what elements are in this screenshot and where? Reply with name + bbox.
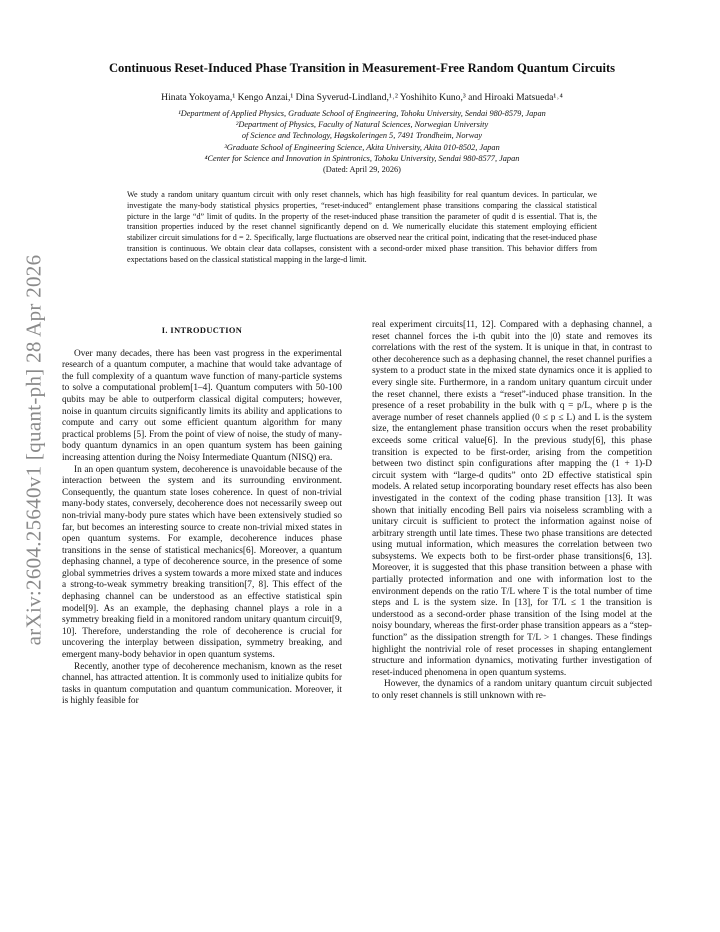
- paper-title: Continuous Reset-Induced Phase Transition in Measurement-Free Random Quantum Circuits: [108, 61, 616, 75]
- arxiv-sidebar-stamp: [14, 250, 54, 650]
- affiliation-3: ³Graduate School of Engineering Science, Akita University, Akita 010-8502, Japan: [224, 142, 500, 152]
- intro-paragraph-4: However, the dynamics of a random unitary quantum circuit subjected to only reset channels is still unknown with re-: [372, 679, 652, 701]
- intro-paragraph-3: Recently, another type of decoherence mechanism, known as the reset channel, has attracted attention. It is commonly used to initialize qubits for tasks in quantum computation and quantum communication. Moreover, it is highly feasible for: [62, 661, 342, 707]
- affiliations: [60, 108, 664, 175]
- date-line: (Dated: April 29, 2026): [323, 165, 401, 175]
- affiliation-1: ¹Department of Applied Physics, Graduate School of Engineering, Tohoku University, Sendai 980-8579, Japan: [178, 109, 546, 118]
- affiliation-4: ⁴Center for Science and Innovation in Spintronics, Tohoku University, Sendai 980-8577, Japan: [204, 153, 520, 163]
- section-heading: I. INTRODUCTION: [161, 326, 243, 335]
- intro-paragraph-3-cont: real experiment circuits[11, 12]. Compared with a dephasing channel, a reset channel forces the i-th qubit into the |0⟩ state and removes its correlations with the rest of the system. It is unique in that, in contrast to other decoherence such as a dephasing channel, the reset channel purifies a system to a product state in the mixed state dynamics once it is applied to every single site. Furthermore, in a random unitary quantum circuit under the reset channel, there exists a “reset”-induced phase transition. In the presence of a reset probability in the bulk with q = p/L, where p is the average number of reset channels applied (0 ≤ p ≤ L) and L is the system size, the entanglement phase transition occurs when the reset probability exceeds some critical value[6]. In the previous study[6], this phase transition is expected to be first-order, arising from the competition between two distinct spin configurations after mapping the (1 + 1)-D circuit system with “large-d qudits” onto 2D effective statistical spin models. A related setup incorporating boundary reset effects has also been investigated in the context of the coding phase transition [13]. It was shown that initially encoding Bell pairs via noiseless scrambling with a unitary circuit is sufficient to protect the information against noise of arbitrary strength until late times. These two phase transitions are detected using mutual information, which measures the correlation between two subsystems. We expects both to be first-order phase transitions[6, 13]. Moreover, it is suggested that this phase transition between a phase with partially protected information and one with information lost to the environment depends on the ratio T/L where T is the total number of time steps and L is the system size. In [13], for T/L ≤ 1 the transition is understood as a second-order phase transition of the Ising model at the noisy boundary, whereas the first-order phase transition appears as a “step-function” as the dissipation strength for T/L > 1 changes. These findings highlight the nontrivial role of reset processes in shaping entanglement structure and information dynamics, motivating further investigation of reset-induced phenomena in open quantum systems.: [372, 320, 652, 678]
- right-column: [372, 320, 652, 703]
- arxiv-id: arXiv:2604.25640v1 [quant-ph] 28 Apr 2026: [21, 254, 46, 646]
- affiliation-2: ²Department of Physics, Faculty of Natural Sciences, Norwegian University: [235, 120, 489, 130]
- left-column: [62, 320, 342, 708]
- abstract: We study a random unitary quantum circuit with only reset channels, which has high feasibility for real quantum devices. In particular, we investigate the many-body statistical physics properties, “reset-induced” entanglement phase transitions comparing the classical statistical picture in the large “d” limit of qudits. In the property of the reset-induced phase transition the parameter of qudit d is essential. That is, the transition properties induced by the reset channel significantly depend on d. We numerically elucidate this statement employing efficient stabilizer circuit simulations for d = 2. Specifically, large fluctuations are observed near the critical point, indicating that the reset-induced phase transition is continuous. We obtain clear data collapses, consistent with a second-order mixed phase transition. This behavior differs from expectations based on the classical statistical mapping in the large-d limit.: [127, 190, 597, 264]
- affiliation-2-cont: of Science and Technology, Høgskoleringen 5, 7491 Trondheim, Norway: [241, 131, 483, 141]
- intro-paragraph-1: Over many decades, there has been vast progress in the experimental research of a quantum computer, a machine that would take advantage of the full complexity of a quantum wave function of many-particle systems to solve a computational problem[1–4]. Quantum computers with 50-100 qubits may be able to outperform classical digital computers; however, noise in quantum circuits significantly limits its ability and applications to compute and carry out some efficient quantum algorithm for many practical problems [5]. From the point of view of noise, the study of many-body quantum dynamics in an open quantum system has been gaining increasing attention during the Noisy Intermediate Quantum (NISQ) era.: [62, 348, 342, 463]
- intro-paragraph-2: In an open quantum system, decoherence is unavoidable because of the interaction between the system and its surrounding environment. Consequently, the quantum state loses coherence. In quest of non-trivial many-body states, conversely, decoherence does not necessarily sweep out non-trivial many-body pure states which have been extensively studied so far, but becomes an interesting source to create non-trivial mixed states in open quantum systems. For example, decoherence induces phase transitions in the sense of statistical mechanics[6]. Moreover, a quantum dephasing channel, a type of decoherence source, in the presence of some global symmetries drives a system towards a more mixed state and induces a strong-to-weak symmetry breaking transition[7, 8]. This effect of the dephasing channel can be understood as an effective statistical spin model[9]. As an example, the dephasing channel plays a role in a symmetry breaking field in a monitored random unitary quantum circuit[9, 10]. Therefore, understanding the role of decoherence is crucial for uncovering the interplay between dissipation, symmetry breaking, and emergent many-body behavior in open quantum systems.: [62, 464, 342, 661]
- author-list: Hinata Yokoyama,¹ Kengo Anzai,¹ Dina Syverud-Lindland,¹˒² Yoshihito Kuno,³ and Hiroaki Matsueda¹˒⁴: [161, 92, 563, 103]
